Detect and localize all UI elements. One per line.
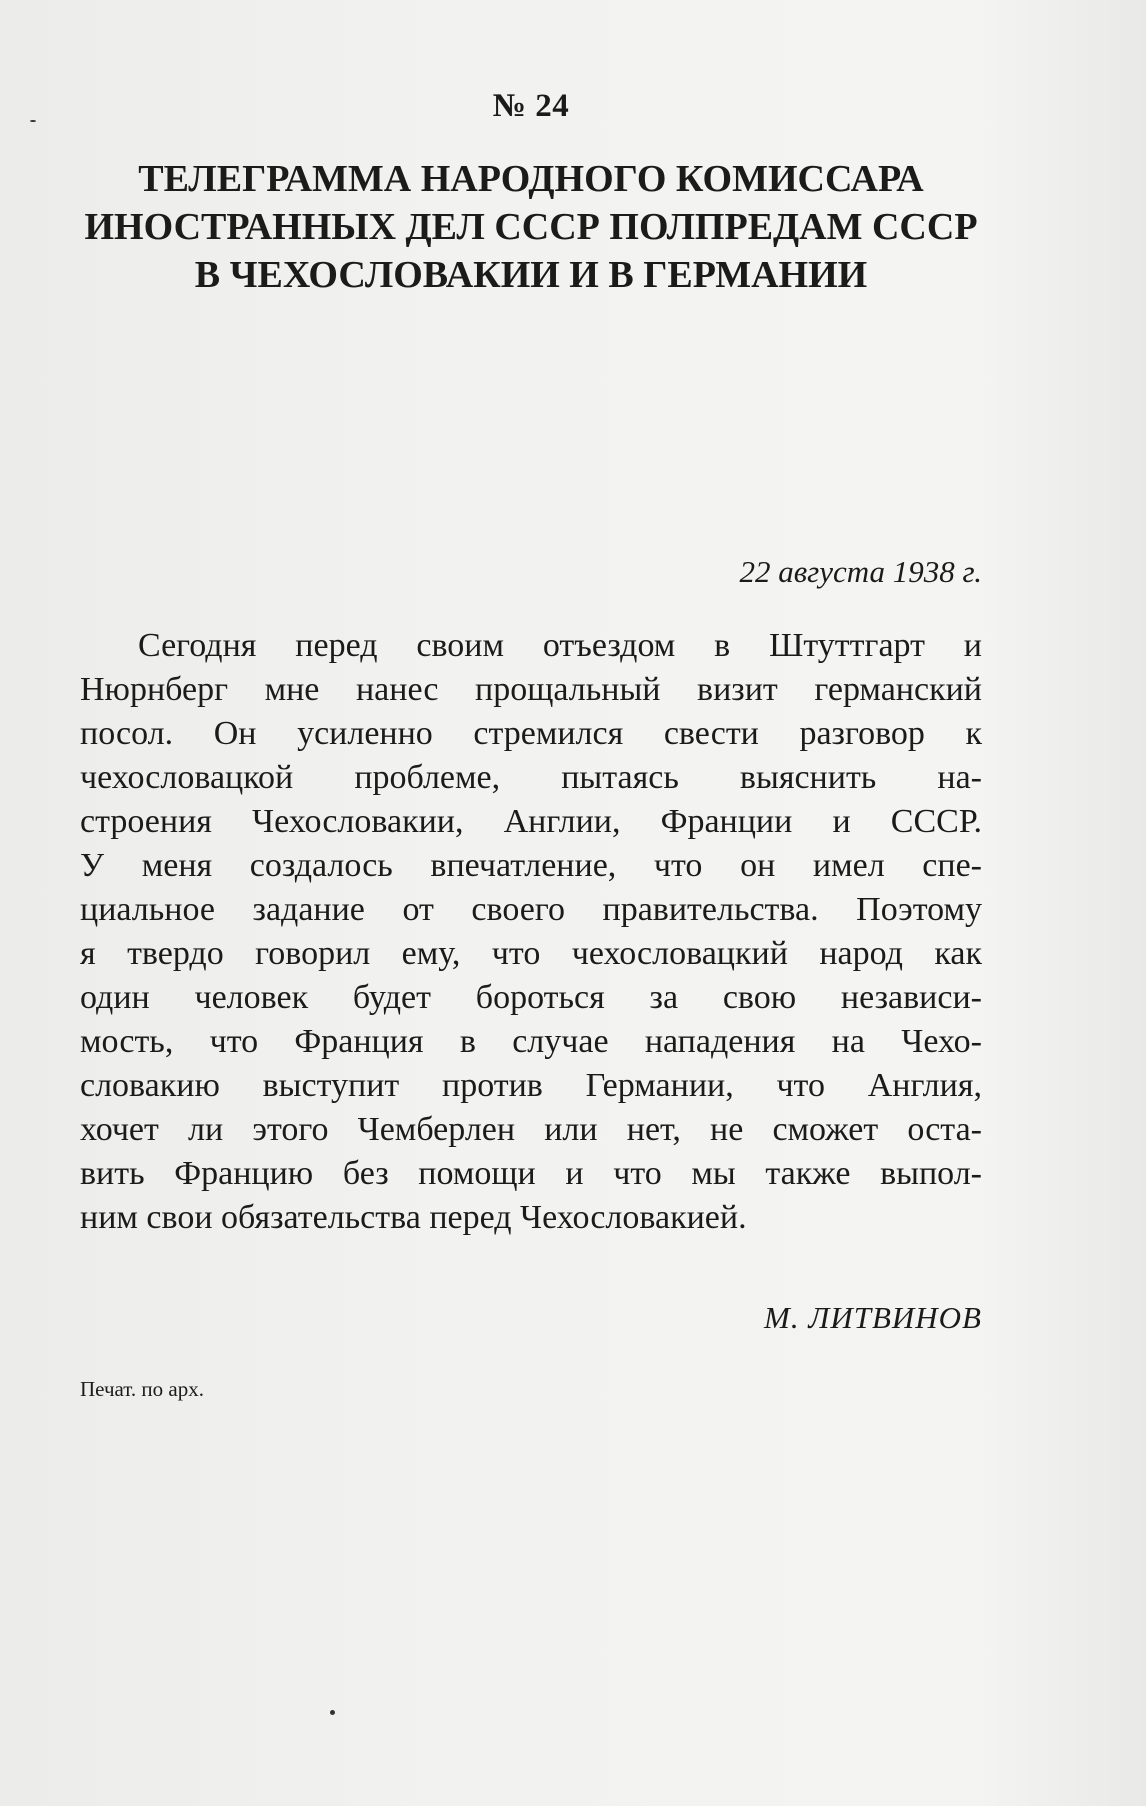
signature: М. ЛИТВИНОВ — [764, 1300, 982, 1335]
title-line: ИНОСТРАННЫХ ДЕЛ СССР ПОЛПРЕДАМ СССР — [84, 206, 978, 248]
scan-speck — [30, 120, 36, 122]
body-line: один человек будет бороться за свою независи- — [80, 979, 982, 1016]
body-line: мость, что Франция в случае нападения на Чехо- — [80, 1023, 982, 1060]
body-line: ним свои обязательства перед Чехословакией. — [80, 1199, 747, 1236]
body-line: посол. Он усиленно стремился свести разговор к — [80, 715, 982, 752]
body-line: У меня создалось впечатление, что он имел спе- — [80, 847, 982, 884]
body-line: я твердо говорил ему, что чехословацкий народ как — [80, 935, 982, 972]
title-line: ТЕЛЕГРАММА НАРОДНОГО КОМИССАРА — [138, 158, 924, 200]
document-title — [80, 155, 982, 299]
document-date: 22 августа 1938 г. — [739, 554, 982, 589]
telegram-body — [80, 624, 982, 1240]
title-line: В ЧЕХОСЛОВАКИИ И В ГЕРМАНИИ — [194, 254, 868, 296]
body-line: хочет ли этого Чемберлен или нет, не сможет оста- — [80, 1111, 982, 1148]
body-line: вить Францию без помощи и что мы также выпол- — [80, 1155, 982, 1192]
body-line: словакию выступит против Германии, что Англия, — [80, 1067, 982, 1104]
body-line: циальное задание от своего правительства. Поэтому — [80, 891, 982, 928]
source-note: Печат. по арх. — [80, 1377, 204, 1401]
body-line: чехословацкой проблеме, пытаясь выяснить на- — [80, 759, 982, 796]
body-line: Нюрнберг мне нанес прощальный визит германский — [80, 671, 982, 708]
scan-speck — [330, 1710, 335, 1715]
body-line: строения Чехословакии, Англии, Франции и СССР. — [80, 803, 982, 840]
body-line: Сегодня перед своим отъездом в Штуттгарт и — [138, 627, 982, 664]
document-number: № 24 — [492, 88, 570, 124]
